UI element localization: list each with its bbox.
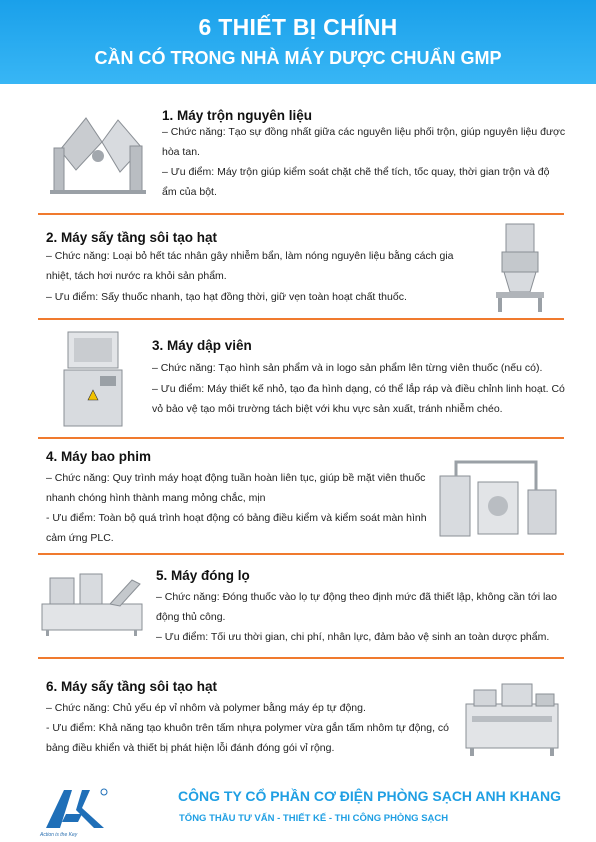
- section-title-3: 3. Máy dập viên: [152, 338, 252, 353]
- logo-slogan: Action is the Key: [40, 832, 78, 838]
- section-function-4: – Chức năng: Quy trình máy hoạt động tuần hoàn liên tục, giúp bề mặt viên thuốc nhanh chóng hình thành mang mỏng chắc, mịn: [46, 472, 426, 504]
- section-function-5: – Chức năng: Đóng thuốc vào lọ tự động theo định mức đã thiết lập, không cần tới lao động thủ công.: [156, 591, 557, 623]
- mixer-machine-image: [46, 112, 150, 196]
- section-advantage-4: - Ưu điểm: Toàn bộ quá trình hoạt động có bảng điều kiểm và kiểm soát màn hình cảm ứng PLC.: [46, 512, 427, 544]
- section-title-4: 4. Máy bao phim: [46, 449, 152, 464]
- section-title-6: 6. Máy sấy tầng sôi tạo hạt: [46, 679, 218, 694]
- divider-1: [38, 213, 564, 215]
- divider-4: [38, 553, 564, 555]
- divider-2: [38, 318, 564, 320]
- company-tagline: TỔNG THẦU TƯ VẤN - THIẾT KẾ - THI CÔNG PHÒNG SẠCH: [179, 813, 449, 824]
- section-function-1: – Chức năng: Tạo sự đồng nhất giữa các nguyên liệu phối trộn, giúp nguyên liệu được hòa tan.: [162, 126, 566, 158]
- header-banner: [0, 0, 596, 84]
- section-function-6: – Chức năng: Chủ yếu ép vỉ nhôm và polymer bằng máy ép tự động.: [46, 702, 366, 714]
- section-function-3: – Chức năng: Tạo hình sản phẩm và in logo sản phẩm lên từng viên thuốc (nếu có).: [152, 362, 543, 374]
- section-advantage-3: – Ưu điểm: Máy thiết kế nhỏ, tạo đa hình dạng, có thể lắp ráp và điều chỉnh linh hoạt. Có vỏ bảo vệ tạo môi trường tách biệt với khu vực sản xuất, tránh nhiễm chéo.: [152, 383, 565, 415]
- blister-packing-machine-image: [462, 676, 562, 758]
- page-title: 6 THIẾT BỊ CHÍNH: [198, 14, 398, 40]
- fluid-bed-dryer-image: [492, 222, 550, 314]
- section-title-5: 5. Máy đóng lọ: [156, 568, 250, 583]
- tablet-press-image: [60, 330, 126, 428]
- section-advantage-6: - Ưu điểm: Khả năng tạo khuôn trên tấm nhựa polymer vừa gắn tấm nhôm tự động, có bảng điều khiển và thiết bị phát hiện lỗi đánh đóng gói vỉ rộng.: [46, 722, 450, 754]
- company-logo: [42, 784, 112, 832]
- company-name: CÔNG TY CỔ PHẦN CƠ ĐIỆN PHÒNG SẠCH ANH KHANG: [178, 788, 561, 804]
- page-subtitle: CẦN CÓ TRONG NHÀ MÁY DƯỢC CHUẨN GMP: [94, 48, 502, 68]
- bottle-filling-machine-image: [40, 570, 144, 638]
- section-advantage-2: – Ưu điểm: Sấy thuốc nhanh, tạo hạt đồng thời, giữ vẹn toàn hoạt chất thuốc.: [46, 291, 407, 303]
- section-advantage-5: – Ưu điểm: Tối ưu thời gian, chi phí, nhân lực, đảm bảo vệ sinh an toàn dược phẩm.: [156, 631, 550, 643]
- section-title-2: 2. Máy sấy tầng sôi tạo hạt: [46, 230, 218, 245]
- film-coating-machine-image: [436, 456, 560, 542]
- divider-5: [38, 657, 564, 659]
- divider-3: [38, 437, 564, 439]
- section-advantage-1: – Ưu điểm: Máy trộn giúp kiểm soát chặt chẽ thể tích, tốc quay, thời gian trộn và độ ẩm của bột.: [162, 166, 550, 198]
- section-title-1: 1. Máy trộn nguyên liệu: [162, 108, 313, 123]
- section-function-2: – Chức năng: Loại bỏ hết tác nhân gây nhiễm bẩn, làm nóng nguyên liệu bằng cách gia nhiệt, tách hơi nước ra khỏi sản phẩm.: [46, 250, 454, 282]
